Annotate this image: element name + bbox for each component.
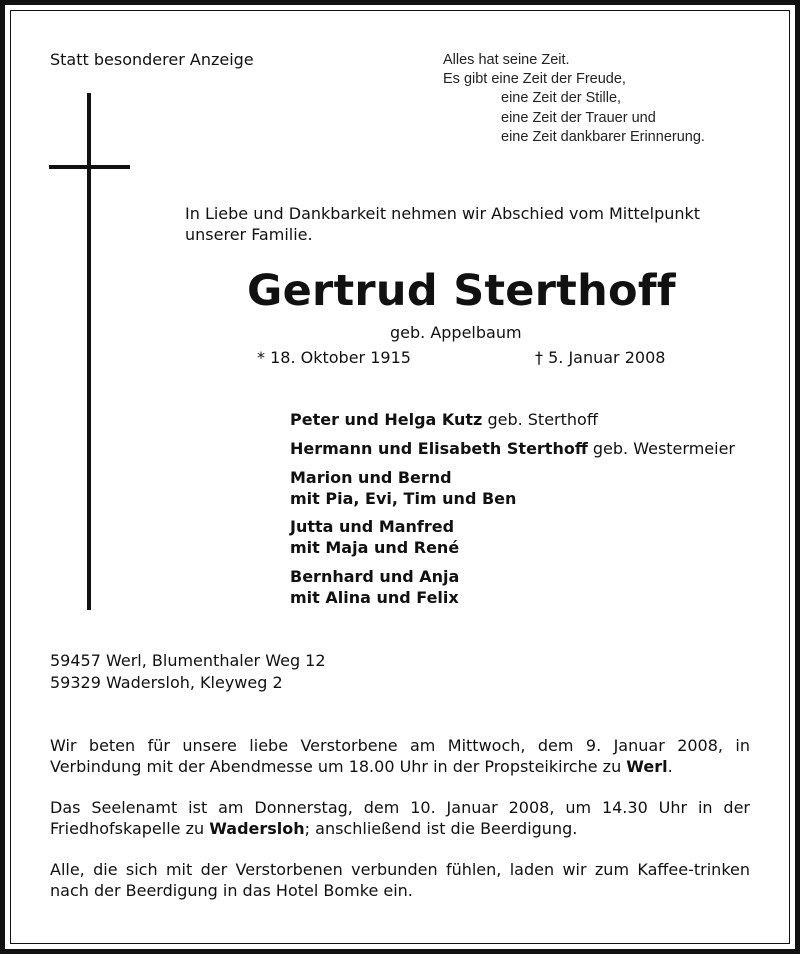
mourner-line <box>290 409 598 430</box>
death-date: † 5. Januar 2008 <box>535 348 666 367</box>
mourner-note: geb. Westermeier <box>587 439 735 458</box>
mourner-name: Jutta und Manfred <box>290 517 455 536</box>
mourner-line <box>290 566 459 587</box>
maiden-name: geb. Appelbaum <box>390 323 522 342</box>
poem-line-5: eine Zeit dankbarer Erinnerung. <box>501 129 705 145</box>
birth-date: * 18. Oktober 1915 <box>257 348 411 367</box>
mourner-line <box>290 438 735 459</box>
poem-line-2: Es gibt eine Zeit der Freude, <box>443 71 626 87</box>
mourner-name: Hermann und Elisabeth Sterthoff <box>290 439 588 458</box>
mourner-name: Peter und Helga Kutz <box>290 410 483 429</box>
mourner-line <box>290 587 459 608</box>
intro-line-1: In Liebe und Dankbarkeit nehmen wir Abschied vom Mittelpunkt <box>185 204 701 223</box>
intro-line-2: unserer Familie. <box>185 225 313 244</box>
service-paragraph-3: Alle, die sich mit der Verstorbenen verbunden fühlen, laden wir zum Kaffee-trinken nach der Beerdigung in das Hotel Bomke ein. <box>50 860 750 900</box>
mourner-note: geb. Sterthoff <box>482 410 598 429</box>
mourner-name: Marion und Bernd <box>290 468 452 487</box>
mourner-line <box>290 516 454 537</box>
mourner-line <box>290 488 516 509</box>
service-paragraph-2: Das Seelenamt ist am Donnerstag, dem 10. Januar 2008, um 14.30 Uhr in der Friedhofskapelle zu Wadersloh; anschließend ist die Beerdigung. <box>50 798 750 838</box>
poem-line-1: Alles hat seine Zeit. <box>443 52 570 68</box>
mourner-name: mit Maja und René <box>290 538 460 557</box>
address-line-1: 59457 Werl, Blumenthaler Weg 12 <box>50 651 326 670</box>
place-wadersloh: Wadersloh <box>209 819 305 838</box>
address-line-2: 59329 Wadersloh, Kleyweg 2 <box>50 673 283 692</box>
mourner-name: mit Pia, Evi, Tim und Ben <box>290 489 517 508</box>
poem-line-4: eine Zeit der Trauer und <box>501 110 656 126</box>
service-paragraph-1: Wir beten für unsere liebe Verstorbene am Mittwoch, dem 9. Januar 2008, in Verbindung mit der Abendmesse um 18.00 Uhr in der Propsteikirche zu Werl. <box>50 736 750 776</box>
place-werl: Werl <box>626 757 668 776</box>
cross-icon-horizontal <box>49 165 130 169</box>
mourner-line <box>290 537 459 558</box>
poem-line-3: eine Zeit der Stille, <box>501 90 622 106</box>
header-text: Statt besonderer Anzeige <box>50 50 254 69</box>
deceased-name: Gertrud Sterthoff <box>247 266 676 316</box>
cross-icon-vertical <box>87 93 91 610</box>
mourner-line <box>290 467 452 488</box>
mourner-name: mit Alina und Felix <box>290 588 459 607</box>
mourner-name: Bernhard und Anja <box>290 567 460 586</box>
